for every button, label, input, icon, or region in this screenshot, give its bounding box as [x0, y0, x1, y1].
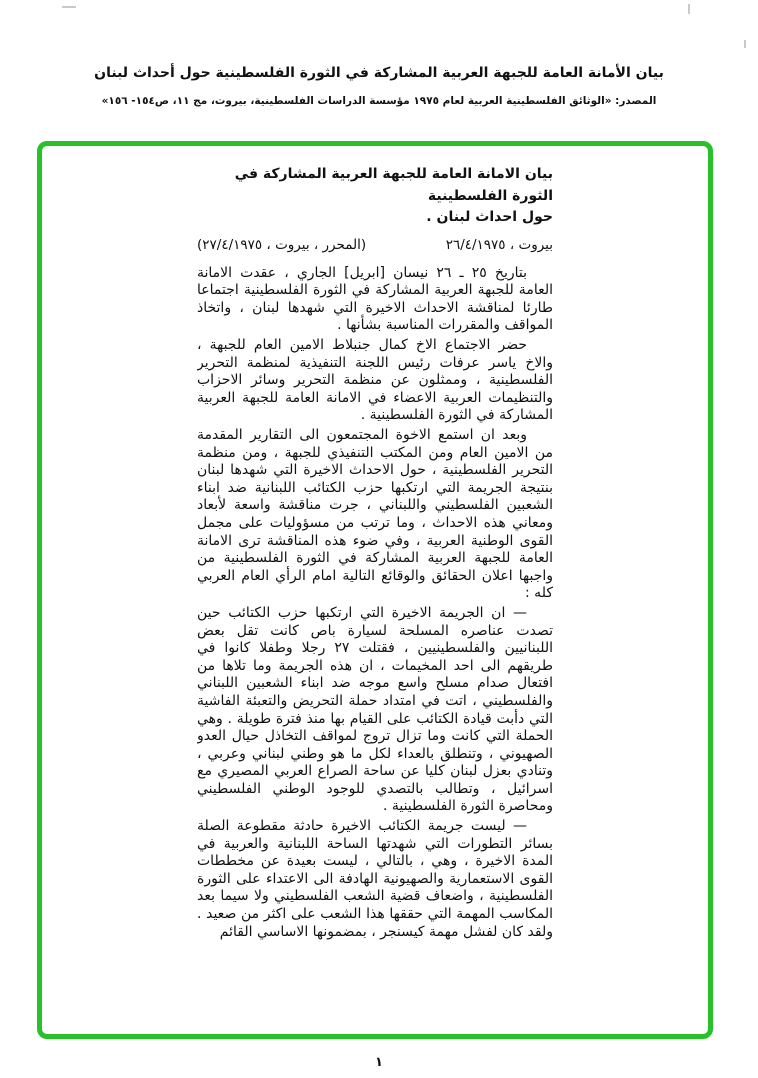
body-paragraph: وبعد ان استمع الاخوة المجتمعون الى التقارير المقدمة من الامين العام ومن المكتب التنفيذي للجبهة ، ومن منظمة التحرير الفلسطينية ، حول الاحداث الاخيرة التي شهدها لبنان بنتيجة الجريمة التي ارتكبها حزب الكتائب اللبنانية ضد ابناء الشعبين الفلسطيني واللبناني ، جرت مناقشة واسعة لأبعاد ومعاني هذه الاحداث ، وما ترتب من مسؤوليات على مجمل القوى الوطنية العربية ، وفي ضوء هذه المناقشة ترى الامانة العامة للجبهة العربية المشاركة في الثورة الفلسطينية من واجبها اعلان الحقائق والوقائع التالية امام الرأي العام العربي كله :	[197, 427, 553, 602]
scan-artifact	[688, 4, 690, 14]
source-citation: المصدر: «الوثائق الفلسطينية العربية لعام ١٩٧٥ مؤسسة الدراسات الفلسطينية، بيروت، مج ١١، ص١٥٤- ١٥٦»	[101, 95, 657, 108]
body-paragraph: حضر الاجتماع الاخ كمال جنبلاط الامين العام للجبهة ، والاخ ياسر عرفات رئيس اللجنة التنفيذية لمنظمة التحرير الفلسطينية ، وممثلون عن منظمة التحرير وسائر الاحزاب والتنظيمات العربية الاعضاء في الامانة العامة للجبهة العربية المشاركة في الثورة الفلسطينية .	[197, 337, 553, 424]
scan-artifact	[744, 40, 746, 48]
body-paragraph: — ان الجريمة الاخيرة التي ارتكبها حزب الكتائب حين تصدت عناصره المسلحة لسيارة باص كانت تقل بعض اللبنانيين والفلسطينيين ، فقتلت ٢٧ رجلا وطفلا كانوا في طريقهم الى احد المخيمات ، ان هذه الجريمة وما تلاها من افتعال صدام مسلح واسع موجه ضد ابناء الشعبين اللبناني والفلسطيني ، اتت في امتداد حملة التحريض والتعبئة الفاشية التي دأبت قيادة الكتائب على القيام بها منذ فترة طويلة . وهي الحملة التي كانت وما تزال تروج لمواقف التخاذل حيال العدو الصهيوني ، وتنطلق بالعداء لكل ما هو وطني لبناني وعربي ، وتنادي بعزل لبنان كليا عن ساحة الصراع العربي المصيري مع اسرائيل ، وتطالب بالتصدي للوجود الوطني الفلسطيني ومحاصرة الثورة الفلسطينية .	[197, 604, 553, 815]
page-number: ١	[375, 1055, 383, 1070]
document-title	[197, 164, 553, 229]
document-title-line2: حول احداث لبنان .	[426, 209, 553, 226]
page-footer	[0, 1055, 758, 1070]
document-frame	[37, 141, 713, 1039]
scan-artifact	[62, 6, 76, 8]
body-paragraph: — ليست جريمة الكتائب الاخيرة حادثة مقطوعة الصلة بسائر التطورات التي شهدتها الساحة اللبنانية والعربية في المدة الاخيرة ، وهي ، بالتالي ، ليست بعيدة عن مخططات القوى الاستعمارية والصهيونية الهادفة الى الاعتداء على الثورة الفلسطينية ، واضعاف قضية الشعب الفلسطيني ولا سيما بعد المكاسب المهمة التي حققها هذا الشعب على اكثر من صعيد . ولقد كان لفشل مهمة كيسنجر ، بمضمونها الاساسي القائم	[197, 818, 553, 940]
page-header	[0, 64, 758, 107]
dateline-place-date: بيروت ، ٢٦/٤/١٩٧٥	[445, 237, 553, 254]
body-paragraph: بتاريخ ٢٥ ـ ٢٦ نيسان [ابريل] الجاري ، عقدت الامانة العامة للجبهة العربية المشاركة في الثورة الفلسطينية اجتماعا طارئا لمناقشة الاحداث الاخيرة التي شهدها لبنان ، واتخاذ المواقف والمقررات المناسبة بشأنها .	[197, 264, 553, 334]
document-title-line1: بيان الامانة العامة للجبهة العربية المشاركة في الثورة الفلسطينية	[234, 166, 553, 204]
dateline-publication: (المحرر ، بيروت ، ٢٧/٤/١٩٧٥)	[197, 237, 367, 254]
document-content	[197, 164, 553, 1022]
dateline	[197, 237, 553, 255]
page-title: بيان الأمانة العامة للجبهة العربية المشاركة في الثورة الفلسطينية حول أحداث لبنان	[94, 65, 664, 81]
